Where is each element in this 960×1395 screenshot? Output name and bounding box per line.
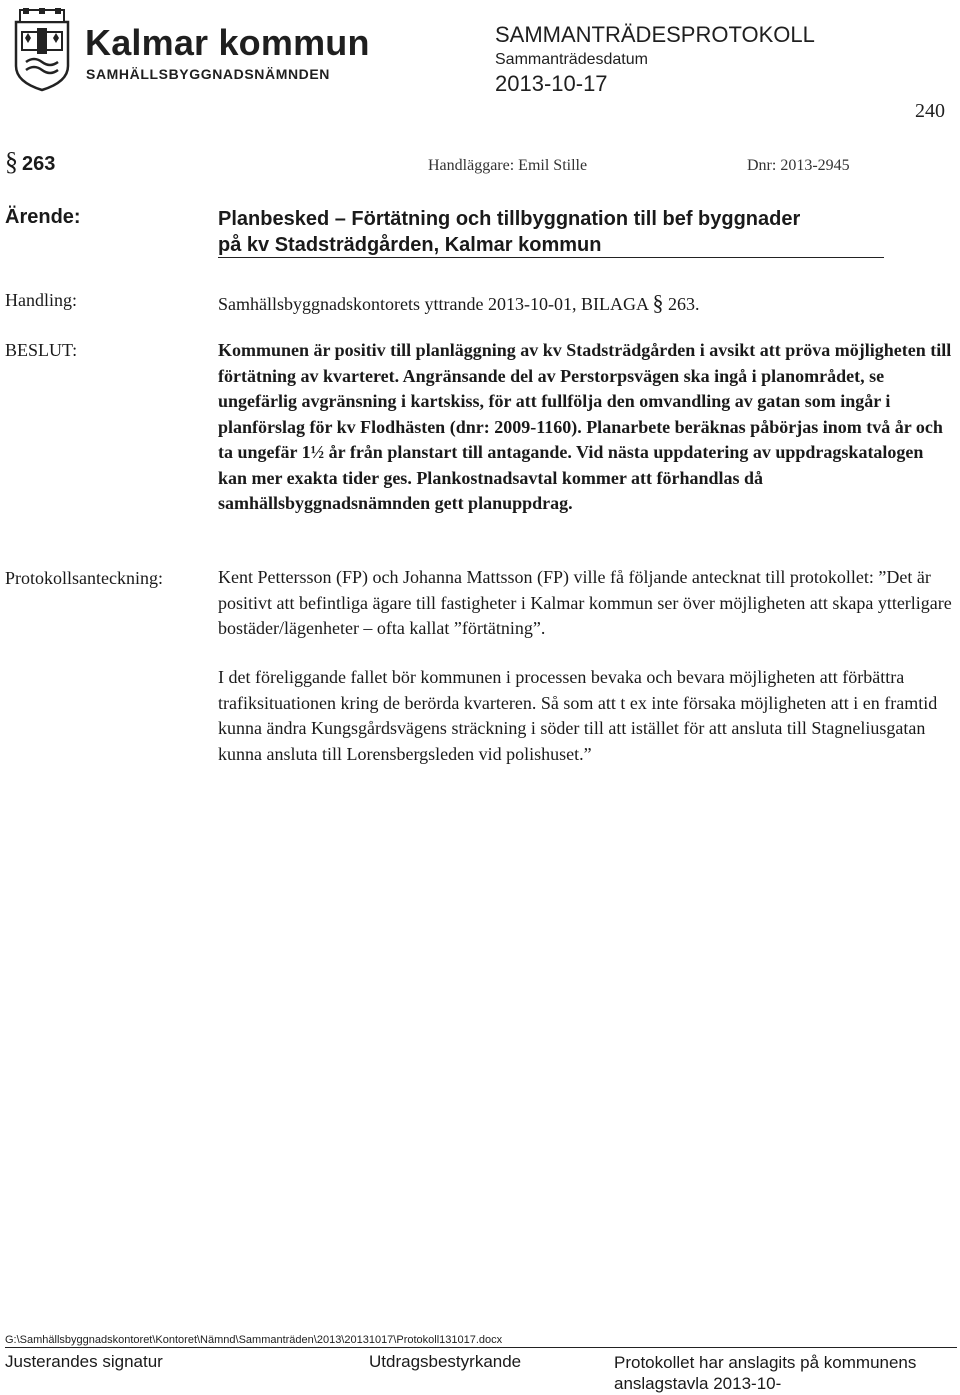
item-number: 263 — [22, 153, 56, 175]
subject-label: Ärende: — [5, 206, 81, 228]
section-sign-icon: § — [652, 290, 664, 315]
handling-label: Handling: — [5, 290, 77, 310]
subject-title-line-2: på kv Stadsträdgården, Kalmar kommun — [218, 234, 602, 256]
meeting-date: 2013-10-17 — [495, 71, 608, 96]
registration-number: Dnr: 2013-2945 — [747, 157, 850, 174]
subject-title-line-1: Planbesked – Förtätning och tillbyggnation till bef byggnader — [218, 208, 801, 230]
decision-label: BESLUT: — [5, 340, 78, 360]
organization-name: Kalmar kommun — [85, 22, 370, 63]
document-type: SAMMANTRÄDESPROTOKOLL — [495, 22, 815, 47]
minutes-note-label: Protokollsanteckning: — [5, 568, 163, 588]
coat-of-arms-icon — [10, 8, 74, 92]
file-path: G:\Samhällsbyggnadskontoret\Kontoret\Nämnd\Sammanträden\2013\20131017\Protokoll131017.docx — [5, 1334, 503, 1346]
section-sign-icon: § — [5, 147, 18, 176]
minutes-note-paragraph-2: I det föreliggande fallet bör kommunen i processen bevaka och bevara möjligheten att förbättra trafiksituationen kring de berörda kvarteren. Så som att t ex inte försaka möjligheten att i en framtid kunna ändra Kungsgårdsvägens sträckning i söder till att istället för att ansluta till Stagneliusgatan kunna ansluta till Lorensbergsleden vid polishuset.” — [218, 667, 938, 764]
subject-title — [218, 206, 888, 258]
page-number: 240 — [915, 100, 945, 122]
decision-text: Kommunen är positiv till planläggning av kv Stadsträdgården i avsikt att pröva möjligheten till förtätning av kvarteret. Angränsande del av Perstorpsvägen ska ingå i planområdet, se ungefärlig avgränsning i kartskiss, för att fullfölja den omvandling av gatan som ingår i planförslag för kv Flodhästen (dnr: 2009-1160). Planarbete beräknas påbörjas inom två år och ta ungefär 1½ år från planstart till antagande. Vid nästa uppdatering av uppdragskatalogen kan mer exakta tider ges. Plankostnadsavtal kommer att förhandlas då samhällsbyggnadsnämnden gett planuppdrag. — [218, 340, 952, 513]
handling-text-section: 263. — [663, 294, 700, 314]
extract-certification-label: Utdragsbestyrkande — [369, 1352, 522, 1371]
handling-text — [218, 290, 699, 316]
signature-label: Justerandes signatur — [5, 1352, 163, 1371]
title-divider — [218, 257, 884, 258]
posted-notice-label: Protokollet har anslagits på kommunens anslagstavla 2013-10- — [614, 1353, 917, 1393]
minutes-note-paragraph-1: Kent Pettersson (FP) och Johanna Mattsson (FP) ville få följande antecknat till protokollet: ”Det är positivt att befintliga ägare till fastigheter i Kalmar kommun ser över möjligheten att skapa ytterligare bostäder/lägenheter – ofta kallat ”förtätning”. — [218, 567, 952, 638]
organization-unit: SAMHÄLLSBYGGNADSNÄMNDEN — [86, 66, 331, 82]
meeting-date-label: Sammanträdesdatum — [495, 51, 648, 68]
footer-divider — [5, 1347, 957, 1348]
case-officer: Handläggare: Emil Stille — [428, 157, 588, 174]
handling-text-main: Samhällsbyggnadskontorets yttrande 2013-10-01, BILAGA — [218, 294, 653, 314]
